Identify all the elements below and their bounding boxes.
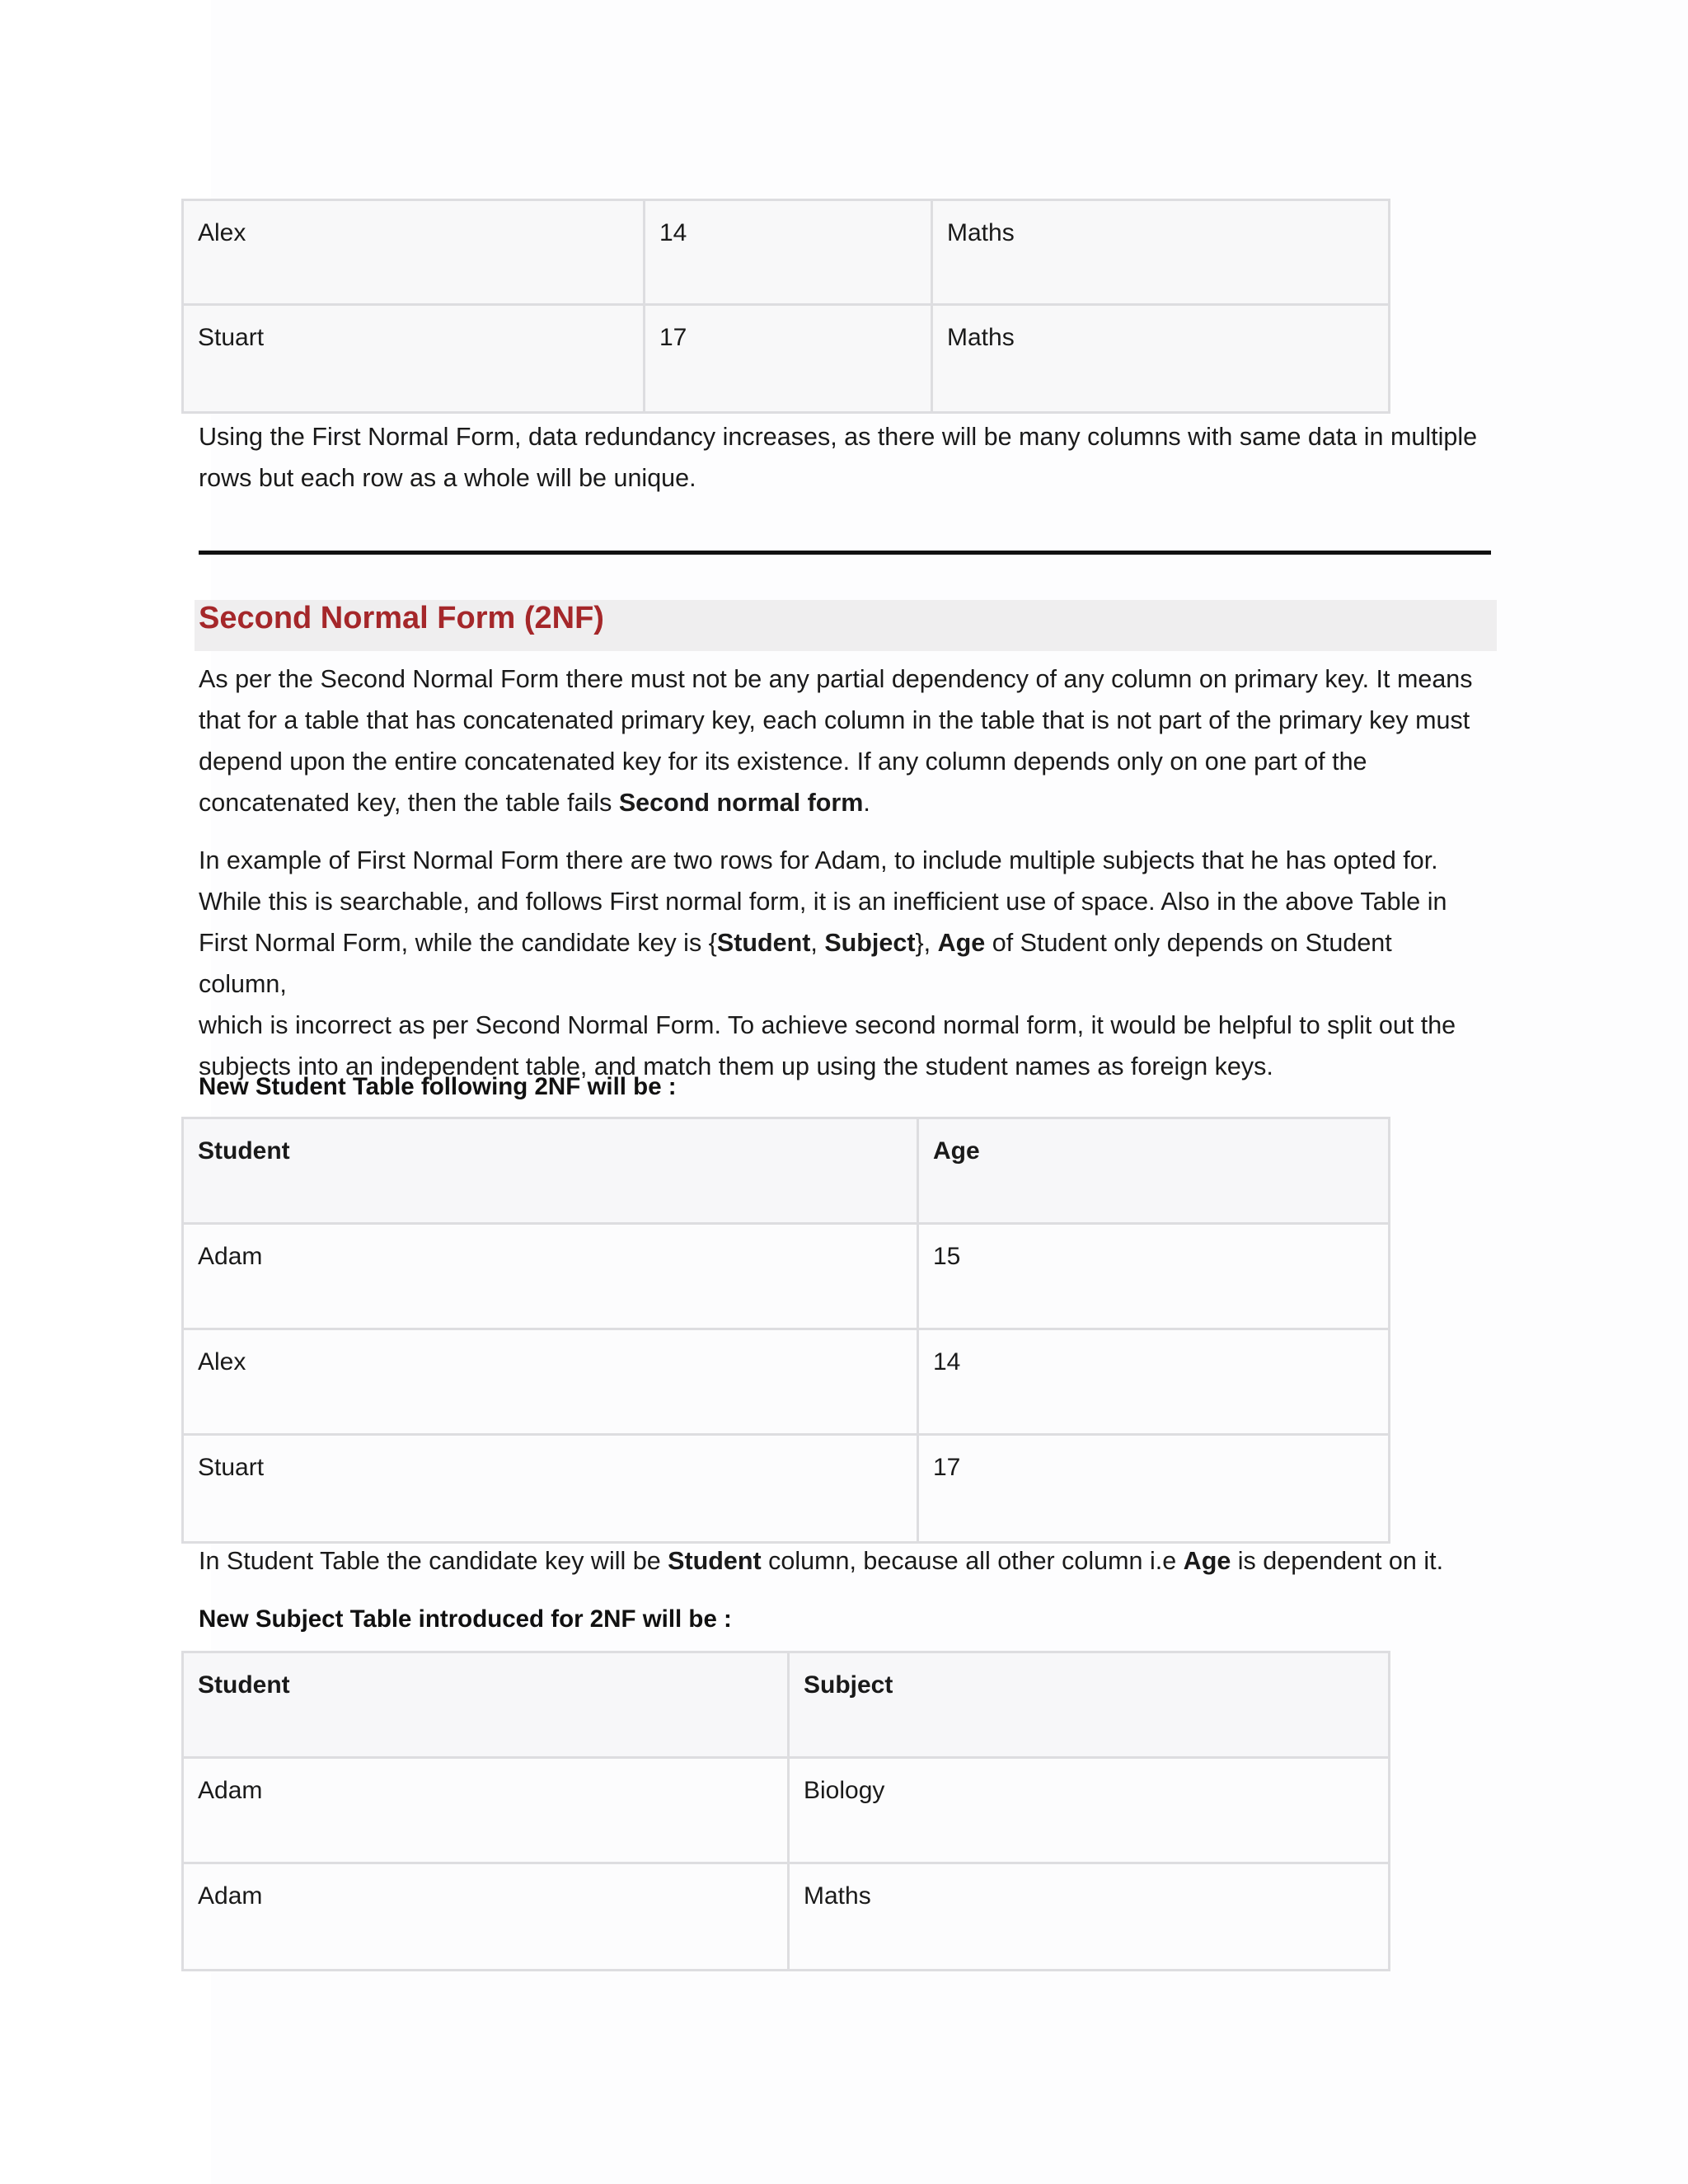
text-span: First Normal Form, while the candidate key is { — [199, 929, 717, 957]
bold-term: Age — [1183, 1547, 1231, 1575]
table-row — [183, 1435, 1390, 1543]
table-row — [183, 1224, 1390, 1329]
horizontal-rule — [199, 551, 1491, 555]
column-header: Student — [183, 1652, 789, 1758]
text-span: concatenated key, then the table fails — [199, 789, 619, 817]
redundancy-paragraph — [199, 416, 1484, 499]
table-cell: 14 — [918, 1329, 1390, 1435]
paragraph-line: that for a table that has concatenated primary key, each column in the table that is not part of the primary key must — [199, 706, 1470, 734]
table-cell: Adam — [183, 1758, 789, 1863]
table-cell: Stuart — [183, 305, 645, 413]
text-span: }, — [915, 929, 938, 957]
paragraph-line: depend upon the entire concatenated key for its existence. If any column depends only on one part of the — [199, 748, 1367, 776]
table-cell: Maths — [932, 305, 1390, 413]
candidate-key-paragraph — [199, 1540, 1517, 1582]
table-row — [183, 1863, 1390, 1971]
section-heading: Second Normal Form (2NF) — [199, 601, 604, 635]
bold-term: Student — [716, 929, 811, 957]
table-cell: 17 — [918, 1435, 1390, 1543]
table-cell: Maths — [789, 1863, 1390, 1971]
paragraph-line — [199, 1540, 1517, 1582]
table-cell: Adam — [183, 1863, 789, 1971]
table-cell: Maths — [932, 200, 1390, 305]
subject-table — [181, 1651, 1390, 1971]
column-header: Age — [918, 1118, 1390, 1224]
student-table-label: New Student Table following 2NF will be : — [199, 1073, 677, 1100]
table-header-row — [183, 1652, 1390, 1758]
text-span: of Student only depends on Student column, — [199, 929, 1392, 998]
student-table — [181, 1117, 1390, 1544]
table-cell: 14 — [645, 200, 932, 305]
text-span: In Student Table the candidate key will be — [199, 1547, 668, 1575]
text-span: , — [810, 929, 825, 957]
column-header: Student — [183, 1118, 918, 1224]
paragraph-line: rows but each row as a whole will be unique. — [199, 464, 696, 492]
paragraph-line: Using the First Normal Form, data redundancy increases, as there will be many columns with same data in multiple — [199, 423, 1478, 451]
subject-table-label: New Subject Table introduced for 2NF will be : — [199, 1605, 732, 1633]
paragraph-line — [199, 782, 1484, 823]
table-cell: Biology — [789, 1758, 1390, 1863]
table-cell: Adam — [183, 1224, 918, 1329]
table-cell: Alex — [183, 200, 645, 305]
first-normal-form-table — [181, 199, 1390, 414]
table-cell: 15 — [918, 1224, 1390, 1329]
table-row — [183, 1758, 1390, 1863]
text-span: is dependent on it. — [1231, 1547, 1444, 1575]
second-normal-form-paragraph — [199, 658, 1484, 823]
bold-term: Student — [668, 1547, 762, 1575]
table-row — [183, 200, 1390, 305]
table-row — [183, 1329, 1390, 1435]
example-paragraph — [199, 840, 1484, 1087]
table-cell: 17 — [645, 305, 932, 413]
paragraph-line: In example of First Normal Form there are two rows for Adam, to include multiple subjects that he has opted for. — [199, 846, 1438, 874]
column-header: Subject — [789, 1652, 1390, 1758]
bold-term: Subject — [824, 929, 916, 957]
table-cell: Stuart — [183, 1435, 918, 1543]
text-span: . — [863, 789, 870, 817]
paragraph-line: As per the Second Normal Form there must not be any partial dependency of any column on primary key. It means — [199, 665, 1473, 693]
paragraph-line: which is incorrect as per Second Normal Form. To achieve second normal form, it would be helpful to split out the — [199, 1011, 1456, 1039]
paragraph-line — [199, 922, 1484, 1005]
paragraph-line: While this is searchable, and follows First normal form, it is an inefficient use of space. Also in the above Table in — [199, 888, 1447, 916]
table-header-row — [183, 1118, 1390, 1224]
table-cell: Alex — [183, 1329, 918, 1435]
paragraph-line: subjects into an independent table, and match them up using the student names as foreign keys. — [199, 1052, 1273, 1080]
table-row — [183, 305, 1390, 413]
text-span: column, because all other column i.e — [761, 1547, 1184, 1575]
bold-term: Second normal form — [618, 789, 864, 817]
bold-term: Age — [937, 929, 986, 957]
